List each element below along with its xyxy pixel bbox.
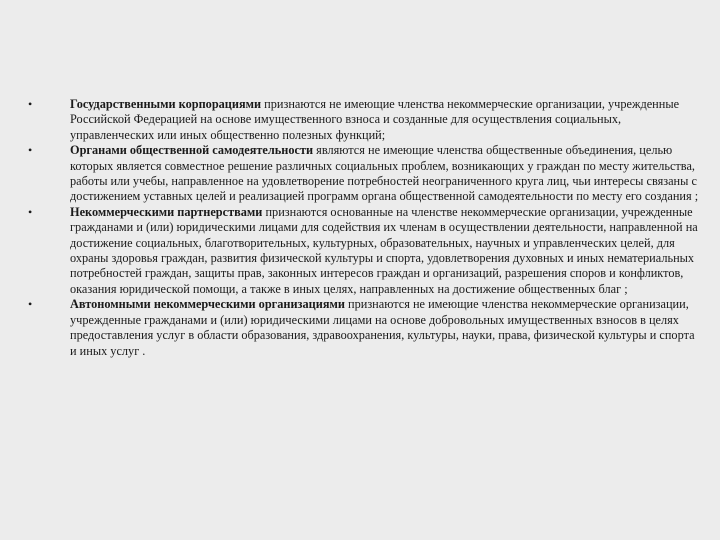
bullet-icon: • xyxy=(28,204,33,219)
definition-text: признаются не имеющие членства некоммерческие организации, учрежденные гражданами и (или) юридическими лицами на основе добровольных имущественных взносов в целях предоставления услуг в области образования, здравоохранения, культуры, науки, права, физической культуры и спорта и иных услуг . xyxy=(70,297,695,358)
definition-text: признаются основанные на членстве некоммерческие организации, учрежденные гражданами и (или) юридическими лицами для содействия их членам в осуществлении деятельности, направленной на достижение социальных, благотворительных, культурных, образовательных, научных и управленческих целей, для охраны здоровья граждан, развития физической культуры и спорта, удовлетворения духовных и иных нематериальных потребностей граждан, защиты прав, законных интересов граждан и организаций, разрешения споров и конфликтов, оказания юридической помощи, а также в иных целях, направленных на достижение общественных благ ; xyxy=(70,204,698,296)
term-state-corporations: Государственными корпорациями xyxy=(70,97,262,111)
definition-text: признаются не имеющие членства некоммерческие организации, учрежденные Российской Федерацией на основе имущественного взноса и созданные для осуществления социальных, управленческих или иных общественно полезных функций; xyxy=(70,97,680,142)
bullet-icon: • xyxy=(28,297,33,312)
bullet-icon: • xyxy=(28,97,33,111)
bullet-list xyxy=(28,97,700,359)
bullet-icon: • xyxy=(28,143,33,158)
list-item xyxy=(28,143,700,205)
list-item xyxy=(28,205,700,297)
list-item xyxy=(28,97,700,143)
list-item xyxy=(28,297,700,359)
term-public-self-government-bodies: Органами общественной самодеятельности xyxy=(70,143,314,158)
term-nonprofit-partnerships: Некоммерческими партнерствами xyxy=(70,204,263,219)
definition-text: являются не имеющие членства общественные объединения, целью которых является совместное решение различных социальных проблем, возникающих у граждан по месту жительства, работы или учебы, направленное на удовлетворение потребностей неограниченного круга лиц, чьи интересы связаны с достижением уставных целей и реализацией программ органа общественной самодеятельности по месту его создания ; xyxy=(70,143,699,204)
term-autonomous-nonprofits: Автономными некоммерческими организациями xyxy=(70,297,345,312)
